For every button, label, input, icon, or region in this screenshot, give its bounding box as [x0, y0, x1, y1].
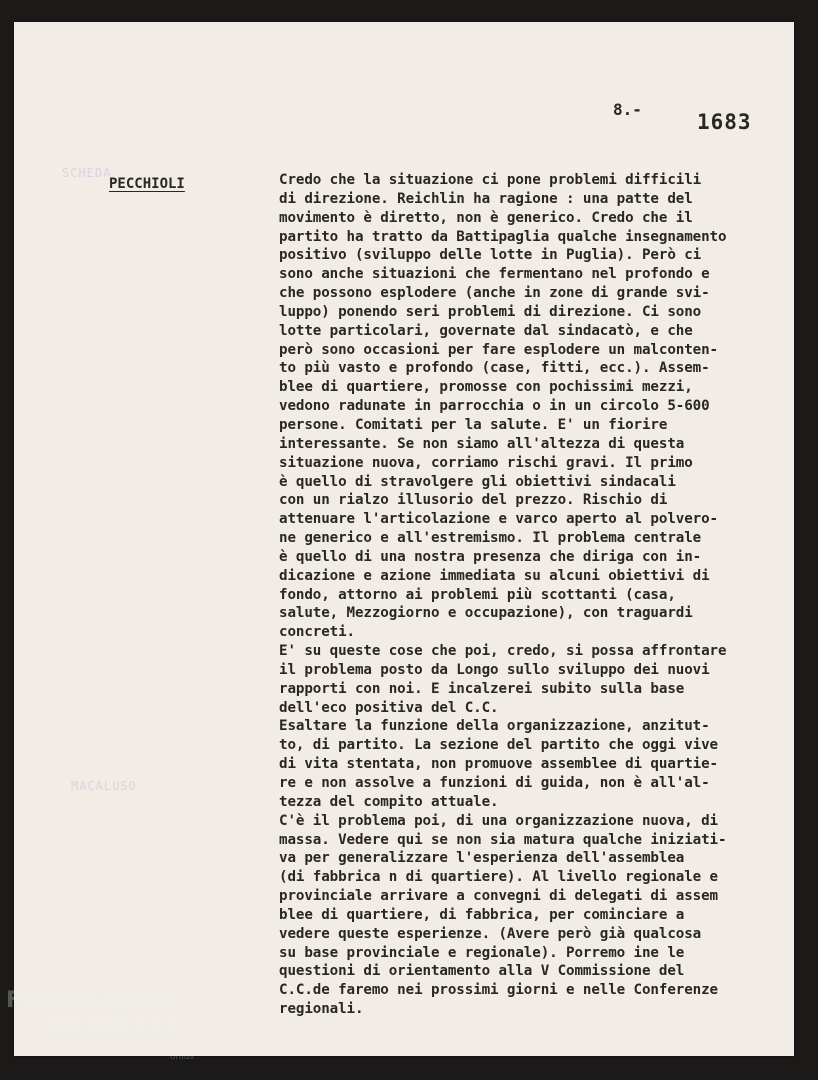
page-number: 1683: [697, 110, 752, 134]
text-line: è quello di stravolgere gli obiettivi sindacali: [279, 473, 676, 490]
text-line: massa. Vedere qui se non sia matura qualche iniziati-: [279, 831, 727, 848]
watermark-line-2: GRAMSCI: [46, 1014, 182, 1039]
text-line: C.C.de faremo nei prossimi giorni e nelle Conferenze: [279, 982, 718, 999]
text-line: di direzione. Reichlin ha ragione : una patte del: [279, 190, 693, 207]
text-line: E' su queste cose che poi, credo, si possa affrontare: [279, 643, 727, 660]
text-line: ne generico e all'estremismo. Il problema centrale: [279, 530, 702, 547]
text-line: (di fabbrica n di quartiere). Al livello regionale e: [279, 869, 718, 886]
text-line: Credo che la situazione ci pone problemi difficili: [279, 172, 702, 188]
text-line: partito ha tratto da Battipaglia qualche insegnamento: [279, 228, 727, 245]
text-line: situazione nuova, corriamo rischi gravi. Il primo: [279, 454, 693, 471]
watermark-line-1: FONDAZIONE: [6, 988, 180, 1013]
text-line: però sono occasioni per fare esplodere un malconten-: [279, 341, 718, 358]
text-line: provinciale arrivare a convegni di delegati di assem: [279, 888, 718, 905]
transcript-body: [279, 171, 799, 1019]
text-line: è quello di una nostra presenza che diriga con in-: [279, 548, 702, 565]
text-line: concreti.: [279, 624, 355, 641]
text-line: fondo, attorno ai problemi più scottanti (casa,: [279, 586, 676, 603]
text-line: di vita stentata, non promuove assemblee di quartie-: [279, 756, 718, 773]
text-line: blee di quartiere, promosse con pochissimi mezzi,: [279, 379, 693, 396]
text-line: attenuare l'articolazione e varco aperto al polvero-: [279, 511, 718, 528]
bleed-through-label-middle: MACALUSO: [71, 779, 137, 793]
text-line: blee di quartiere, di fabbrica, per cominciare a: [279, 906, 685, 923]
bleed-through-label-top: SCHEDA: [62, 166, 112, 180]
text-line: rapporti con noi. E incalzerei subito sulla base: [279, 680, 685, 697]
text-line: sono anche situazioni che fermentano nel profondo e: [279, 266, 710, 283]
text-line: che possono esplodere (anche in zone di grande svi-: [279, 285, 710, 302]
text-line: su base provinciale e regionale). Porremo ine le: [279, 944, 685, 961]
text-line: positivo (sviluppo delle lotte in Puglia). Però ci: [279, 247, 702, 264]
document-page: [14, 22, 794, 1056]
text-line: tezza del compito attuale.: [279, 793, 499, 810]
text-line: salute, Mezzogiorno e occupazione), con traguardi: [279, 605, 693, 622]
page-section-number: 8.-: [613, 100, 642, 119]
text-line: il problema posto da Longo sullo sviluppo dei nuovi: [279, 661, 710, 678]
text-line: lotte particolari, governate dal sindacatò, e che: [279, 322, 693, 339]
archive-watermark-logo: [6, 990, 181, 1038]
text-line: movimento è diretto, non è generico. Credo che il: [279, 209, 693, 226]
text-line: to, di partito. La sezione del partito che oggi vive: [279, 737, 718, 754]
speaker-name: PECCHIOLI: [109, 176, 185, 192]
text-line: re e non assolve a funzioni di guida, non è all'al-: [279, 775, 710, 791]
text-line: to più vasto e profondo (case, fitti, ecc.). Assem-: [279, 360, 710, 377]
text-line: va per generalizzare l'esperienza dell'assemblea: [279, 850, 685, 867]
watermark-sub: onlus: [170, 1052, 195, 1062]
text-line: con un rialzo illusorio del prezzo. Rischio di: [279, 492, 668, 509]
text-line: questioni di orientamento alla V Commissione del: [279, 963, 685, 980]
text-line: regionali.: [279, 1001, 364, 1018]
text-line: Esaltare la funzione della organizzazione, anzitut-: [279, 718, 710, 735]
text-line: persone. Comitati per la salute. E' un fiorire: [279, 416, 668, 433]
text-line: interessante. Se non siamo all'altezza di questa: [279, 435, 685, 452]
text-line: vedere queste esperienze. (Avere però già qualcosa: [279, 925, 702, 942]
text-line: dell'eco positiva del C.C.: [279, 699, 499, 716]
text-line: luppo) ponendo seri problemi di direzione. Ci sono: [279, 303, 702, 320]
text-line: vedono radunate in parrocchia o in un circolo 5-600: [279, 398, 710, 415]
text-line: C'è il problema poi, di una organizzazione nuova, di: [279, 812, 718, 829]
text-line: dicazione e azione immediata su alcuni obiettivi di: [279, 567, 710, 584]
